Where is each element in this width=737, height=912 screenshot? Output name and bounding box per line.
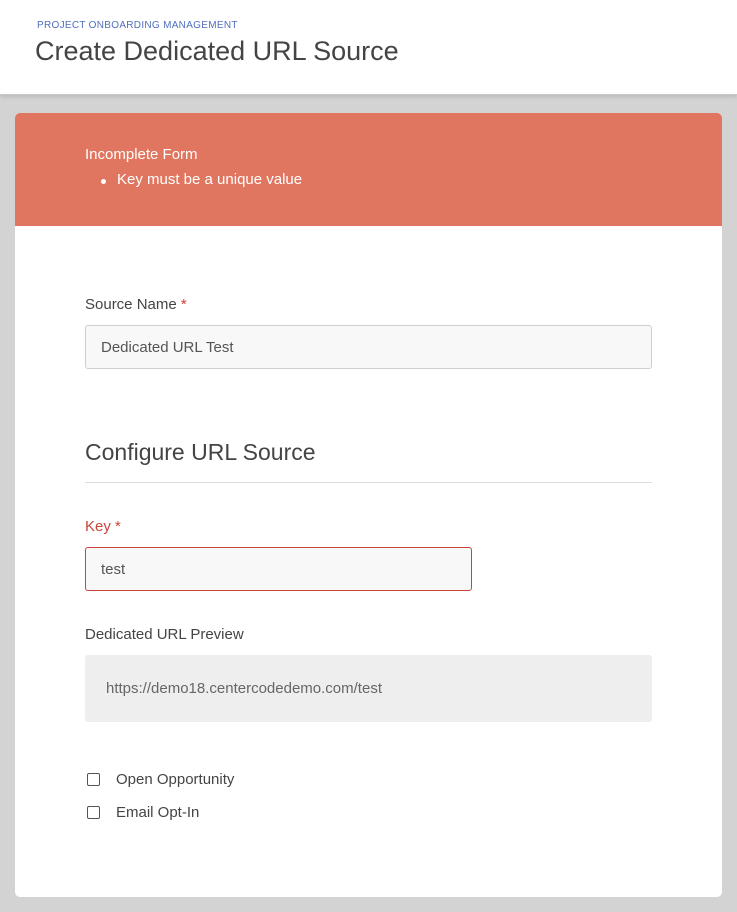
page-title: Create Dedicated URL Source — [35, 36, 399, 66]
dedicated-url-preview: https://demo18.centercodedemo.com/test — [85, 655, 652, 722]
required-mark: * — [180, 296, 187, 313]
open-opportunity-label: Open Opportunity — [116, 771, 235, 788]
required-mark: * — [115, 518, 121, 535]
email-opt-in-label: Email Opt-In — [116, 804, 200, 821]
open-opportunity-option[interactable] — [85, 771, 234, 788]
preview-label: Dedicated URL Preview — [85, 626, 244, 643]
email-opt-in-checkbox[interactable] — [87, 806, 100, 819]
section-title: Configure URL Source — [85, 439, 316, 465]
alert-error-item: Key must be a unique value — [85, 171, 302, 188]
page-header — [0, 0, 737, 95]
open-opportunity-checkbox[interactable] — [87, 773, 100, 786]
breadcrumb[interactable]: PROJECT ONBOARDING MANAGEMENT — [37, 20, 238, 31]
error-alert — [15, 113, 722, 226]
email-opt-in-option[interactable] — [85, 804, 199, 821]
key-input[interactable] — [85, 547, 472, 591]
key-label-text: Key — [85, 518, 111, 535]
source-name-label — [85, 296, 187, 313]
key-label — [85, 518, 121, 535]
alert-title: Incomplete Form — [85, 146, 198, 163]
source-name-label-text: Source Name — [85, 296, 177, 313]
source-name-input[interactable] — [85, 325, 652, 369]
section-divider — [85, 482, 652, 483]
alert-error-list — [85, 171, 302, 188]
form-card — [15, 113, 722, 897]
